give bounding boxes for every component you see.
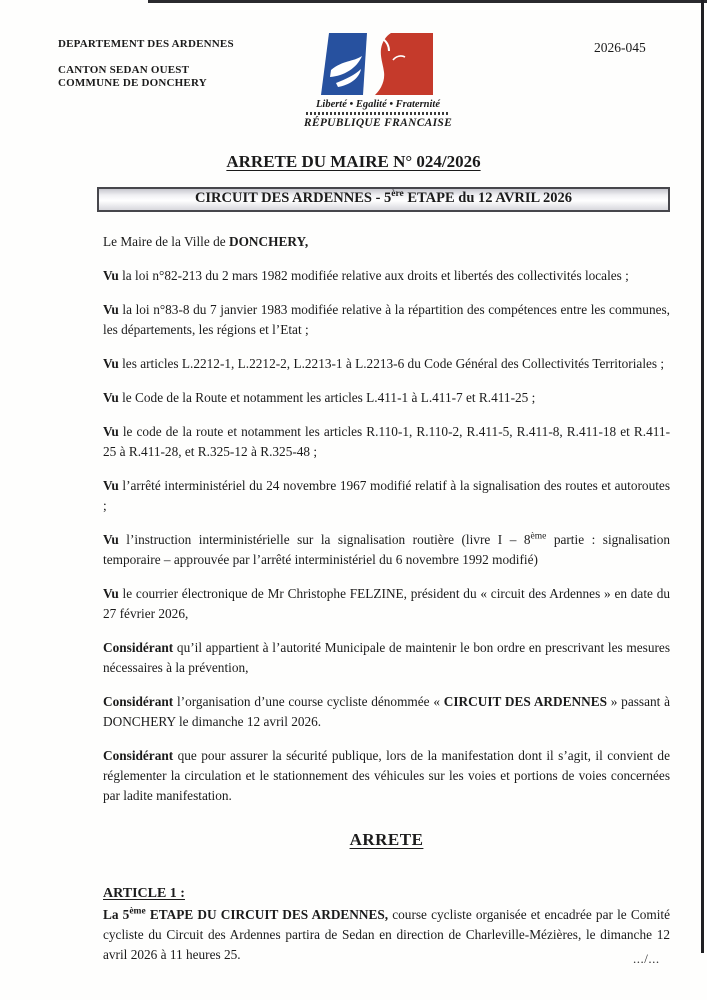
recitals-list [103, 266, 670, 806]
header-commune: COMMUNE DE DONCHERY [58, 77, 207, 89]
body-paragraph: Considérant l’organisation d’une course cycliste dénommée « CIRCUIT DES ARDENNES » passant à DONCHERY le dimanche 12 avril 2026. [103, 694, 670, 729]
body-paragraph: Vu l’instruction interministérielle sur la signalisation routière (livre I – 8ème partie : signalisation temporaire – approuvée par l’arrêté interministériel du 6 novembre 1992 modifié) [103, 531, 670, 567]
body-paragraph: Vu l’arrêté interministériel du 24 novembre 1967 modifié relatif à la signalisation des routes et autoroutes ; [103, 478, 670, 513]
body-paragraph: Vu la loi n°83-8 du 7 janvier 1983 modifiée relative à la répartition des compétences entre les communes, les départements, les régions et l’Etat ; [103, 302, 670, 337]
republique-francaise-logo [296, 32, 460, 129]
stage-banner-text: CIRCUIT DES ARDENNES - 5ère ETAPE du 12 AVRIL 2026 [194, 189, 573, 206]
document-reference-number: 2026-045 [594, 40, 646, 55]
body-paragraph: Considérant que pour assurer la sécurité publique, lors de la manifestation dont il s’agit, il convient de réglementer la circulation et le stationnement des véhicules sur les voies et portions de voies concernées par ladite manifestation. [103, 748, 670, 803]
header-administrative-block [58, 38, 234, 90]
body-text [103, 232, 670, 965]
marianne-logo-icon [319, 32, 437, 96]
logo-motto: Liberté • Egalité • Fraternité [315, 99, 440, 110]
body-paragraph: Vu les articles L.2212-1, L.2212-2, L.2213-1 à L.2213-6 du Code Général des Collectivités Territoriales ; [103, 356, 665, 371]
article1-heading: ARTICLE 1 : [103, 886, 185, 901]
header-department: DEPARTEMENT DES ARDENNES [58, 38, 234, 50]
intro-paragraph: Le Maire de la Ville de DONCHERY, [103, 234, 309, 249]
body-paragraph: Vu le code de la route et notamment les articles R.110-1, R.110-2, R.411-5, R.411-8, R.411-18 et R.411-25 à R.411-28, et R.325-12 à R.325-48 ; [103, 424, 670, 459]
arrete-heading: ARRETE [349, 830, 424, 849]
document-content [0, 152, 707, 965]
stage-banner [97, 187, 670, 212]
scan-artifact-top-line [148, 0, 707, 3]
body-paragraph: Vu la loi n°82-213 du 2 mars 1982 modifiée relative aux droits et libertés des collectivités locales ; [103, 268, 629, 283]
page-continuation-mark: .../... [633, 951, 660, 966]
article1-paragraph: La 5ème ETAPE DU CIRCUIT DES ARDENNES, course cycliste organisée et encadrée par le Comité cycliste du Circuit des Ardennes partira de Sedan en direction de Charleville-Mézières, le dimanche 12 avril 2026 à 11 heures 25. [103, 906, 670, 962]
logo-country-name: RÉPUBLIQUE FRANCAISE [303, 117, 453, 129]
body-paragraph: Vu le Code de la Route et notamment les articles L.411-1 à L.411-7 et R.411-25 ; [103, 390, 536, 405]
logo-dashed-separator [306, 112, 450, 115]
body-paragraph: Vu le courrier électronique de Mr Christophe FELZINE, président du « circuit des Ardennes » en date du 27 février 2026, [103, 586, 670, 621]
main-title: ARRETE DU MAIRE N° 024/2026 [226, 152, 481, 171]
body-paragraph: Considérant qu’il appartient à l’autorité Municipale de maintenir le bon ordre en prescrivant les mesures nécessaires à la prévention, [103, 640, 670, 675]
header-canton: CANTON SEDAN OUEST [58, 64, 190, 76]
